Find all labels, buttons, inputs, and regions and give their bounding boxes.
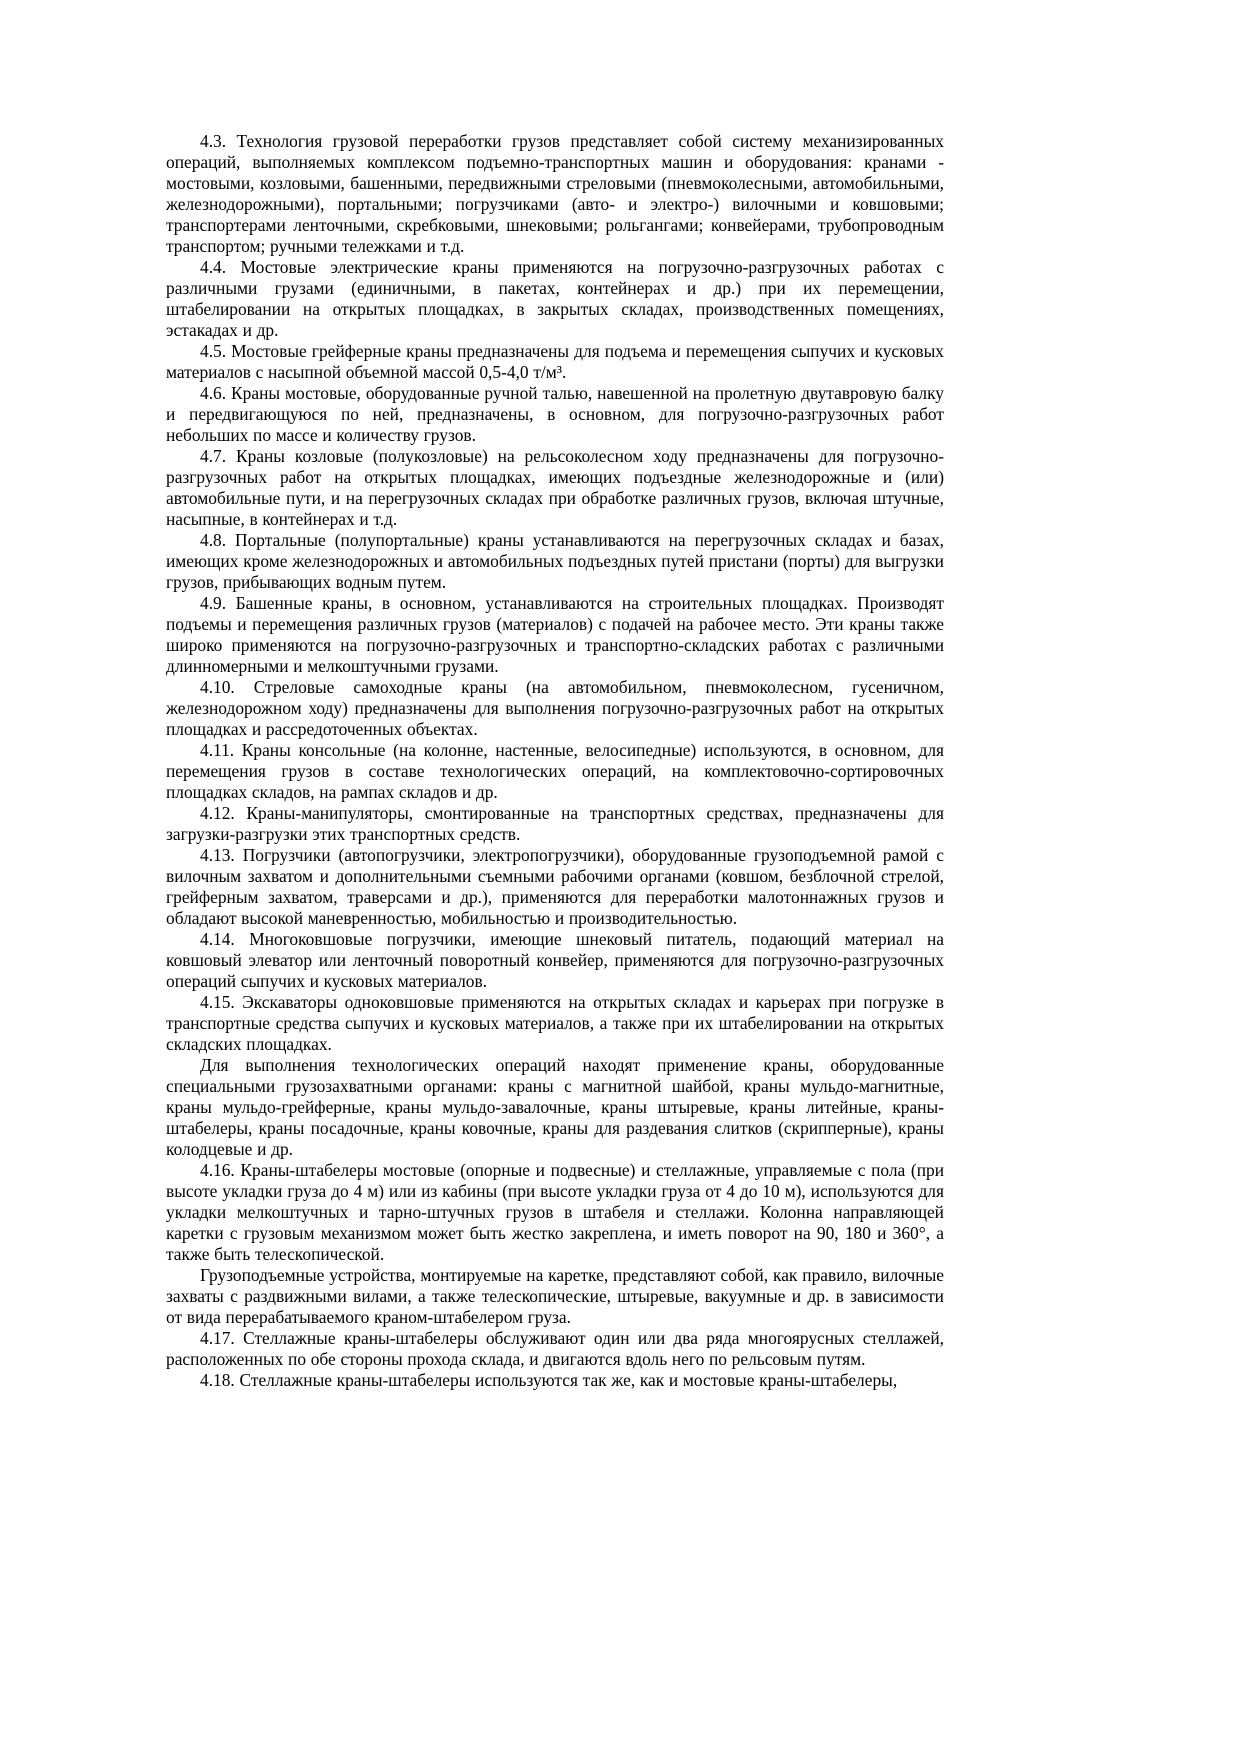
paragraph-4-14: 4.14. Многоковшовые погрузчики, имеющие шнековый питатель, подающий материал на ковшовый элеватор или ленточный поворотный конвейер, применяются для погрузочно-разгрузочных операций сыпучих и кусковых материалов. (166, 929, 944, 991)
paragraph-4-13: 4.13. Погрузчики (автопогрузчики, электропогрузчики), оборудованные грузоподъемной рамой с вилочным захватом и дополнительными съемными рабочими органами (ковшом, безблочной стрелой, грейферным захватом, траверсами и др.), применяются для переработки малотоннажных грузов и обладают высокой маневренностью, мобильностью и производительностью. (166, 845, 944, 928)
document-text-block (166, 131, 944, 1391)
paragraph-4-5: 4.5. Мостовые грейферные краны предназначены для подъема и перемещения сыпучих и кусковых материалов с насыпной объемной массой 0,5-4,0 т/м³. (166, 341, 944, 382)
paragraph-4-8: 4.8. Портальные (полупортальные) краны устанавливаются на перегрузочных складах и базах, имеющих кроме железнодорожных и автомобильных подъездных путей пристани (порты) для выгрузки грузов, прибывающих водным путем. (166, 530, 944, 592)
paragraph-4-15: 4.15. Экскаваторы одноковшовые применяются на открытых складах и карьерах при погрузке в транспортные средства сыпучих и кусковых материалов, а также при их штабелировании на открытых складских площадках. (166, 992, 944, 1054)
paragraph-4-4: 4.4. Мостовые электрические краны применяются на погрузочно-разгрузочных работах с различными грузами (единичными, в пакетах, контейнерах и др.) при их перемещении, штабелировании на открытых площадках, в закрытых складах, производственных помещениях, эстакадах и др. (166, 257, 944, 340)
paragraph-4-17: 4.17. Стеллажные краны-штабелеры обслуживают один или два ряда многоярусных стеллажей, расположенных по обе стороны прохода склада, и двигаются вдоль него по рельсовым путям. (166, 1328, 944, 1369)
paragraph-4-18: 4.18. Стеллажные краны-штабелеры используются так же, как и мостовые краны-штабелеры, (200, 1370, 898, 1390)
paragraph-special-cranes: Для выполнения технологических операций находят применение краны, оборудованные специальными грузозахватными органами: краны с магнитной шайбой, краны мульдо-магнитные, краны мульдо-грейферные, краны мульдо-завалочные, краны штыревые, краны литейные, краны-штабелеры, краны посадочные, краны ковочные, краны для раздевания слитков (скрипперные), краны колодцевые и др. (166, 1055, 944, 1159)
paragraph-4-9: 4.9. Башенные краны, в основном, устанавливаются на строительных площадках. Производят подъемы и перемещения различных грузов (материалов) с подачей на рабочее место. Эти краны также широко применяются на погрузочно-разгрузочных и транспортно-складских работах с различными длинномерными и мелкоштучными грузами. (166, 593, 944, 676)
paragraph-4-6: 4.6. Краны мостовые, оборудованные ручной талью, навешенной на пролетную двутавровую балку и передвигающуюся по ней, предназначены, в основном, для погрузочно-разгрузочных работ небольших по массе и количеству грузов. (166, 383, 944, 445)
paragraph-4-10: 4.10. Стреловые самоходные краны (на автомобильном, пневмоколесном, гусеничном, железнодорожном ходу) предназначены для выполнения погрузочно-разгрузочных работ на открытых площадках и рассредоточенных объектах. (166, 677, 944, 739)
paragraph-4-7: 4.7. Краны козловые (полукозловые) на рельсоколесном ходу предназначены для погрузочно-разгрузочных работ на открытых площадках, имеющих подъездные железнодорожные и (или) автомобильные пути, и на перегрузочных складах при обработке различных грузов, включая штучные, насыпные, в контейнерах и т.д. (166, 446, 944, 529)
paragraph-lifting-devices: Грузоподъемные устройства, монтируемые на каретке, представляют собой, как правило, вилочные захваты с раздвижными вилами, а также телескопические, штыревые, вакуумные и др. в зависимости от вида перерабатываемого краном-штабелером груза. (166, 1265, 944, 1327)
paragraph-4-16: 4.16. Краны-штабелеры мостовые (опорные и подвесные) и стеллажные, управляемые с пола (при высоте укладки груза до 4 м) или из кабины (при высоте укладки груза от 4 до 10 м), используются для укладки мелкоштучных и тарно-штучных грузов в штабеля и стеллажи. Колонна направляющей каретки с грузовым механизмом может быть жестко закреплена, и иметь поворот на 90, 180 и 360°, а также быть телескопической. (166, 1160, 944, 1264)
paragraph-4-11: 4.11. Краны консольные (на колонне, настенные, велосипедные) используются, в основном, для перемещения грузов в составе технологических операций, на комплектовочно-сортировочных площадках складов, на рампах складов и др. (166, 740, 944, 802)
paragraph-4-3: 4.3. Технология грузовой переработки грузов представляет собой систему механизированных операций, выполняемых комплексом подъемно-транспортных машин и оборудования: кранами - мостовыми, козловыми, башенными, передвижными стреловыми (пневмоколесными, автомобильными, железнодорожными), портальными; погрузчиками (авто- и электро-) вилочными и ковшовыми; транспортерами ленточными, скребковыми, шнековыми; рольгангами; конвейерами, трубопроводным транспортом; ручными тележками и т.д. (166, 131, 944, 256)
paragraph-4-12: 4.12. Краны-манипуляторы, смонтированные на транспортных средствах, предназначены для загрузки-разгрузки этих транспортных средств. (166, 803, 944, 844)
